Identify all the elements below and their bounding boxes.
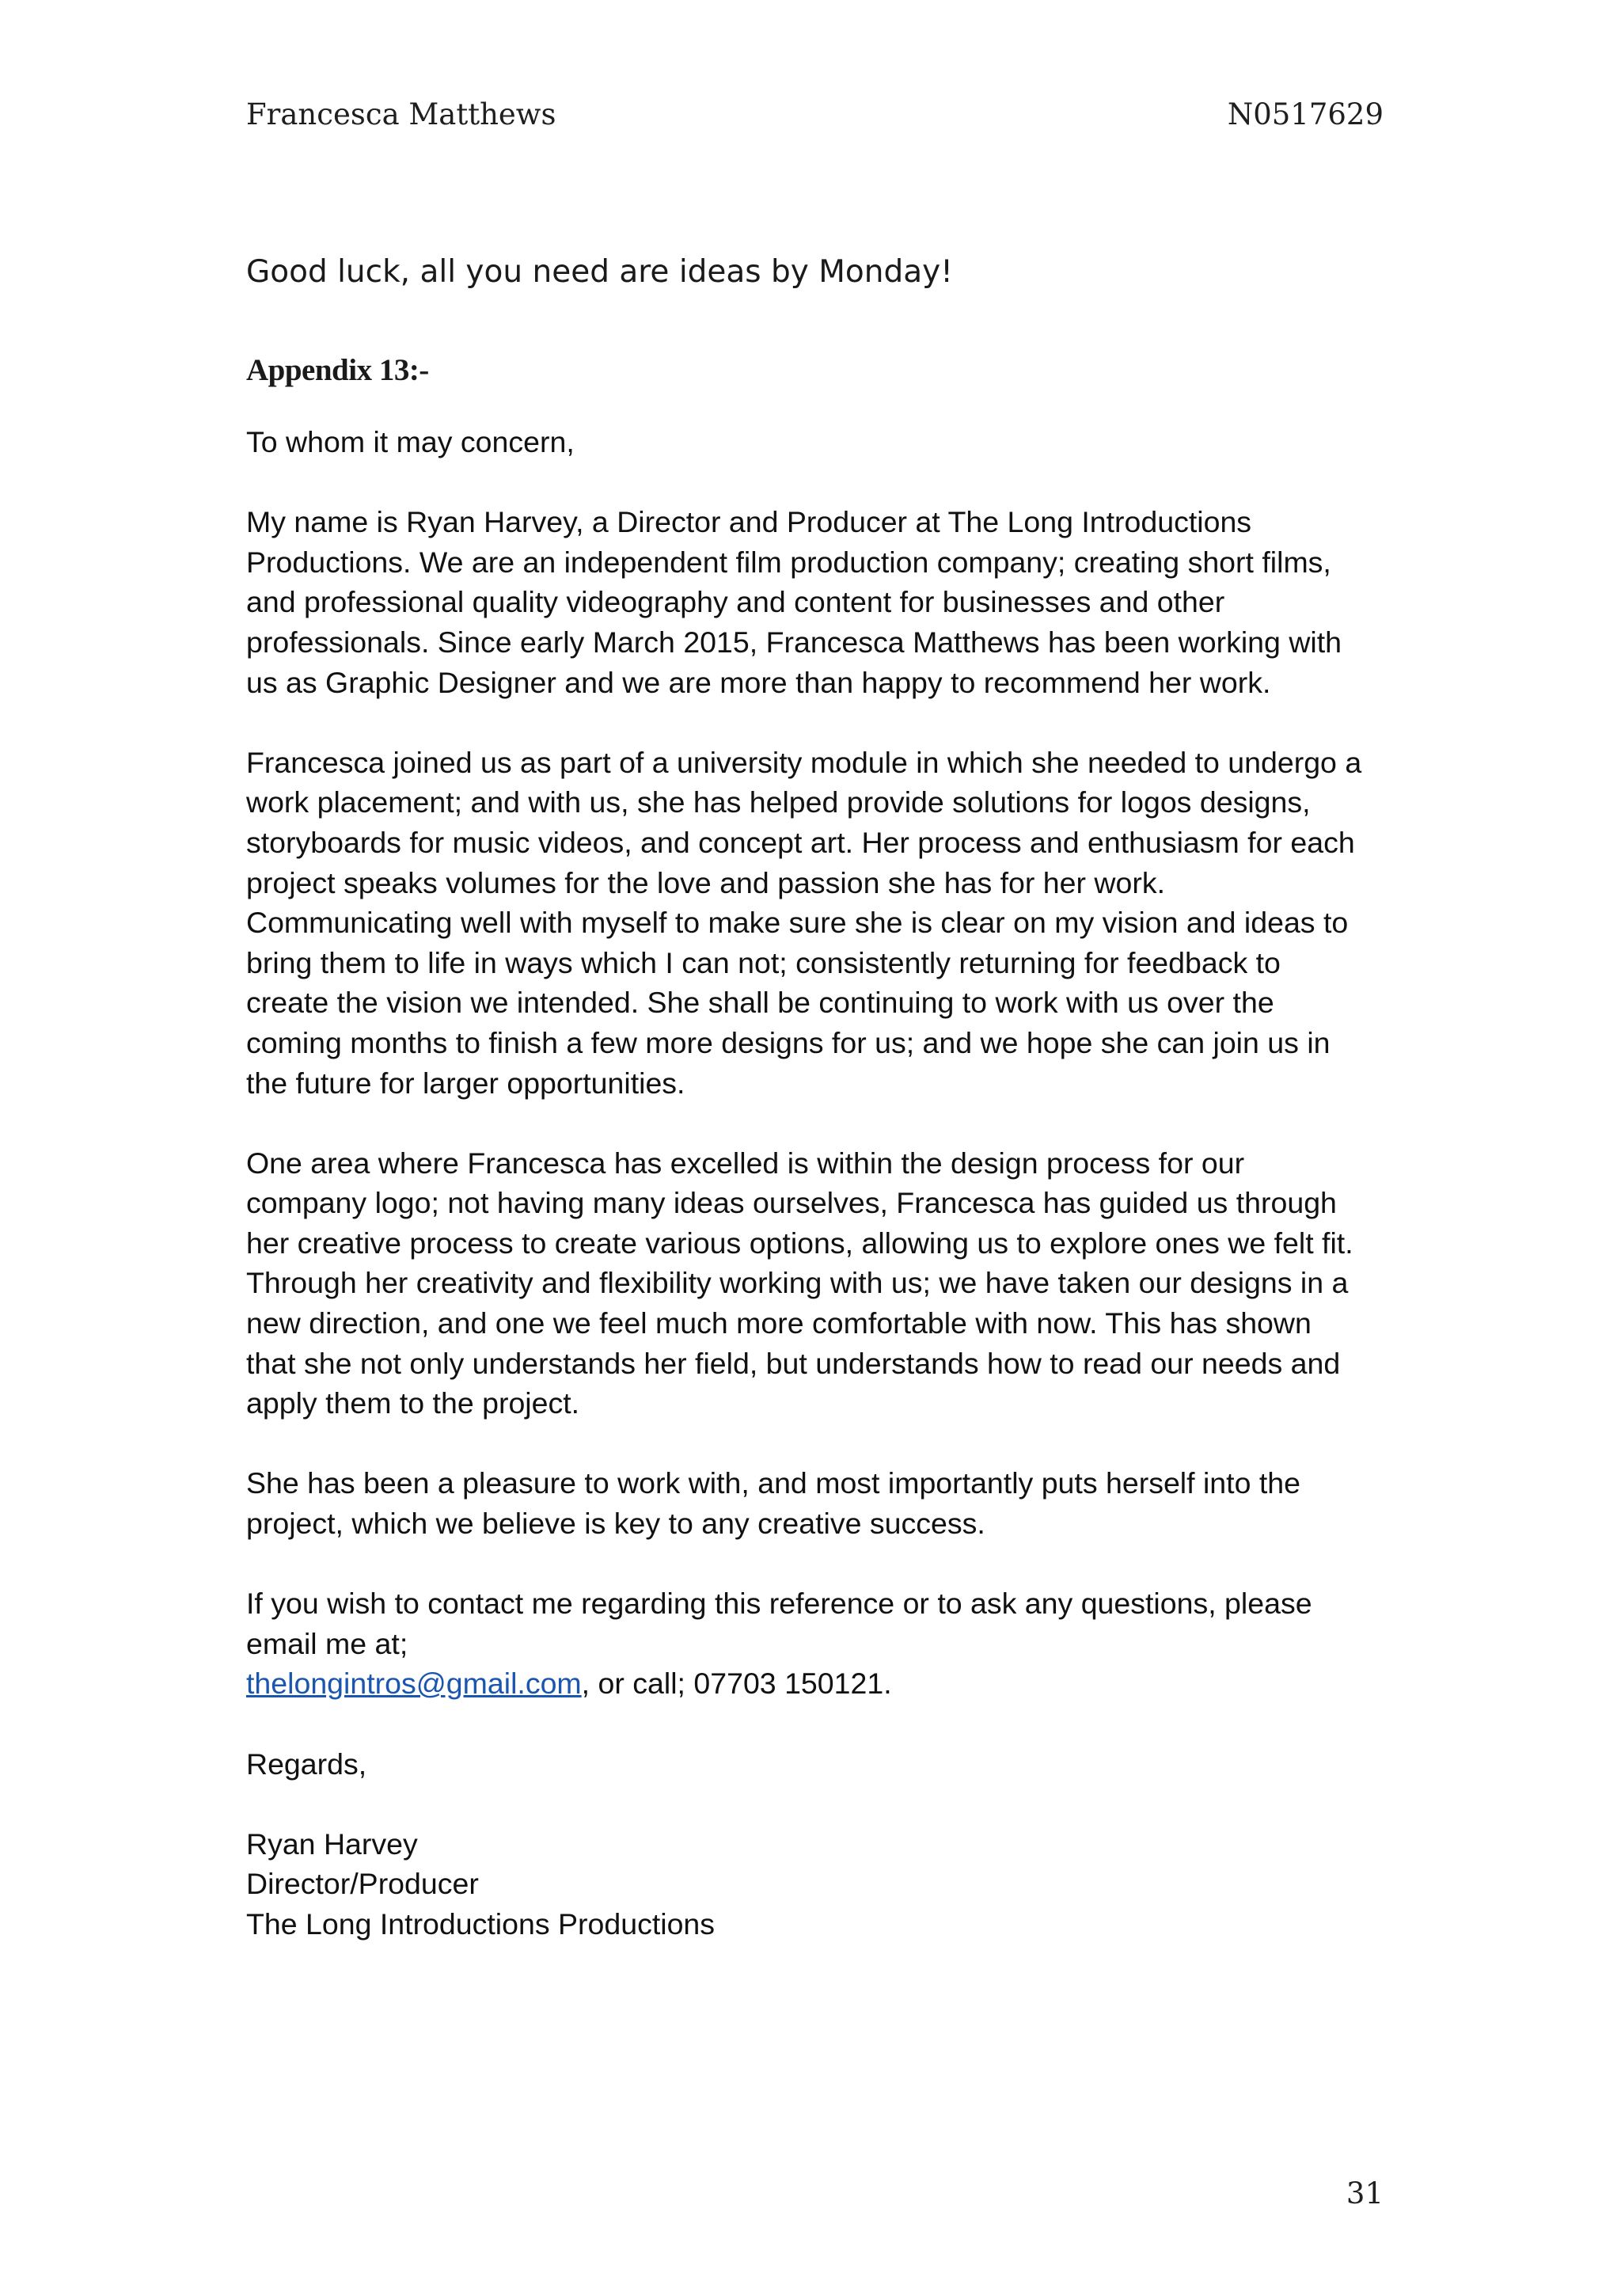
paragraph-line: and professional quality videography and content for businesses and other <box>246 585 1225 619</box>
paragraph-introduction <box>246 502 1386 702</box>
appendix-heading: Appendix 13:- <box>246 353 429 387</box>
paragraph-line: new direction, and one we feel much more comfortable with now. This has shown <box>246 1306 1312 1340</box>
paragraph-line: us as Graphic Designer and we are more than happy to recommend her work. <box>246 665 1271 699</box>
page-number: 31 <box>1346 2176 1384 2210</box>
closing-text: Regards, <box>246 1747 367 1781</box>
paragraph-line: One area where Francesca has excelled is within the design process for our <box>246 1146 1245 1180</box>
reference-letter <box>246 422 1386 1984</box>
paragraph-line: Francesca joined us as part of a university module in which she needed to undergo a <box>246 745 1362 779</box>
paragraph-contact <box>246 1583 1386 1704</box>
paragraph-line: Through her creativity and flexibility working with us; we have taken our designs in a <box>246 1266 1349 1300</box>
paragraph-line: My name is Ryan Harvey, a Director and Producer at The Long Introductions <box>246 505 1252 539</box>
salutation <box>246 422 1386 462</box>
paragraph-line: She has been a pleasure to work with, and most importantly puts herself into the <box>246 1466 1300 1500</box>
intro-line: Good luck, all you need are ideas by Monday! <box>246 254 953 290</box>
paragraph-line: company logo; not having many ideas ourselves, Francesca has guided us through <box>246 1186 1337 1220</box>
contact-line: If you wish to contact me regarding this reference or to ask any questions, please <box>246 1587 1312 1621</box>
signature-block <box>246 1824 1386 1944</box>
paragraph-line: that she not only understands her field, but understands how to read our needs and <box>246 1346 1341 1380</box>
paragraph-line: Communicating well with myself to make sure she is clear on my vision and ideas to <box>246 906 1349 940</box>
contact-line: email me at; <box>246 1626 408 1660</box>
paragraph-line: her creative process to create various options, allowing us to explore ones we felt fit. <box>246 1226 1353 1260</box>
paragraph-line: project, which we believe is key to any creative success. <box>246 1507 985 1541</box>
paragraph-logo-design <box>246 1143 1386 1424</box>
header-author: Francesca Matthews <box>246 97 556 131</box>
email-link[interactable]: thelongintros@gmail.com <box>246 1667 582 1701</box>
contact-email-line <box>246 1663 1386 1704</box>
paragraph-line: Productions. We are an independent film production company; creating short films, <box>246 545 1331 579</box>
paragraph-line: the future for larger opportunities. <box>246 1066 685 1100</box>
paragraph-line: coming months to finish a few more designs for us; and we hope she can join us in <box>246 1025 1331 1059</box>
header-student-id: N0517629 <box>1227 97 1384 131</box>
paragraph-line: apply them to the project. <box>246 1386 580 1420</box>
closing <box>246 1744 1386 1785</box>
paragraph-line: professionals. Since early March 2015, Francesca Matthews has been working with <box>246 625 1342 659</box>
paragraph-pleasure <box>246 1463 1386 1543</box>
signature-title: Director/Producer <box>246 1867 479 1901</box>
paragraph-line: bring them to life in ways which I can not; consistently returning for feedback to <box>246 945 1281 979</box>
paragraph-line: create the vision we intended. She shall be continuing to work with us over the <box>246 986 1274 1020</box>
paragraph-line: storyboards for music videos, and concept art. Her process and enthusiasm for each <box>246 825 1355 859</box>
paragraph-placement <box>246 743 1386 1103</box>
paragraph-line: project speaks volumes for the love and passion she has for her work. <box>246 865 1166 899</box>
paragraph-line: work placement; and with us, she has helped provide solutions for logos designs, <box>246 785 1311 819</box>
signature-company: The Long Introductions Productions <box>246 1906 716 1941</box>
contact-phone-text: , or call; 07703 150121. <box>581 1667 892 1701</box>
signature-name: Ryan Harvey <box>246 1827 418 1861</box>
salutation-text: To whom it may concern, <box>246 425 575 458</box>
